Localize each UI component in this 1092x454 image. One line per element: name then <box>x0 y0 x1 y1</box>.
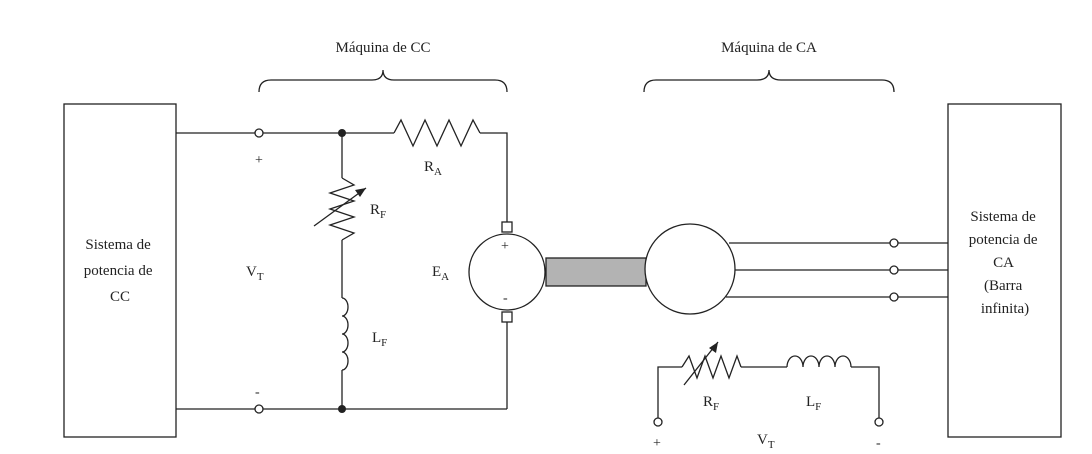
ra-label: $R_A$ <box>424 159 442 178</box>
ac-field-left-wire <box>658 367 682 418</box>
ac-plus-sign: + <box>653 436 661 451</box>
ac-lf-label: $L_F$ <box>806 394 822 413</box>
ea-label: $E_A$ <box>432 264 450 283</box>
ac-rf-variable-resistor <box>682 356 741 378</box>
dc-power-system-label: Sistema de potencia de CC <box>83 237 153 305</box>
lf-label: $L_F$ <box>372 330 388 349</box>
ac-rf-label: $R_F$ <box>703 394 720 413</box>
ac-vt-label: $V_T$ <box>757 432 775 451</box>
ac-field-minus-terminal <box>875 418 883 426</box>
ac-machine-brace <box>644 70 894 92</box>
machine-shaft <box>546 258 646 286</box>
dc-minus-sign: - <box>255 385 260 400</box>
armature-minus-sign: - <box>503 291 508 306</box>
armature-plus-sign: + <box>501 239 509 254</box>
dc-minus-terminal <box>255 405 263 413</box>
dc-machine-brace <box>259 70 507 92</box>
armature-brush-bottom <box>502 312 512 322</box>
rf-label: $R_F$ <box>370 202 387 221</box>
ra-resistor <box>394 120 480 146</box>
ac-machine-circle <box>645 224 735 314</box>
dc-plus-terminal <box>255 129 263 137</box>
ac-machine-title: Máquina de CA <box>721 40 817 56</box>
ac-minus-sign: - <box>876 436 881 451</box>
dc-top-wire-right <box>480 133 507 222</box>
rf-arrow-head <box>355 188 366 197</box>
ac-terminal-2 <box>890 266 898 274</box>
ac-field-plus-terminal <box>654 418 662 426</box>
ac-lf-inductor <box>787 356 851 367</box>
dc-machine-title: Máquina de CC <box>335 40 431 56</box>
armature-brush-top <box>502 222 512 232</box>
lf-inductor <box>342 298 348 370</box>
rf-variable-resistor <box>330 178 354 240</box>
dc-plus-sign: + <box>255 153 263 168</box>
ac-power-system-label: Sistema de potencia de CA (Barra infinita) <box>968 209 1038 317</box>
ac-terminal-3 <box>890 293 898 301</box>
ac-field-right-wire <box>851 367 879 418</box>
dc-vt-label: $V_T$ <box>246 264 264 283</box>
ac-terminal-1 <box>890 239 898 247</box>
